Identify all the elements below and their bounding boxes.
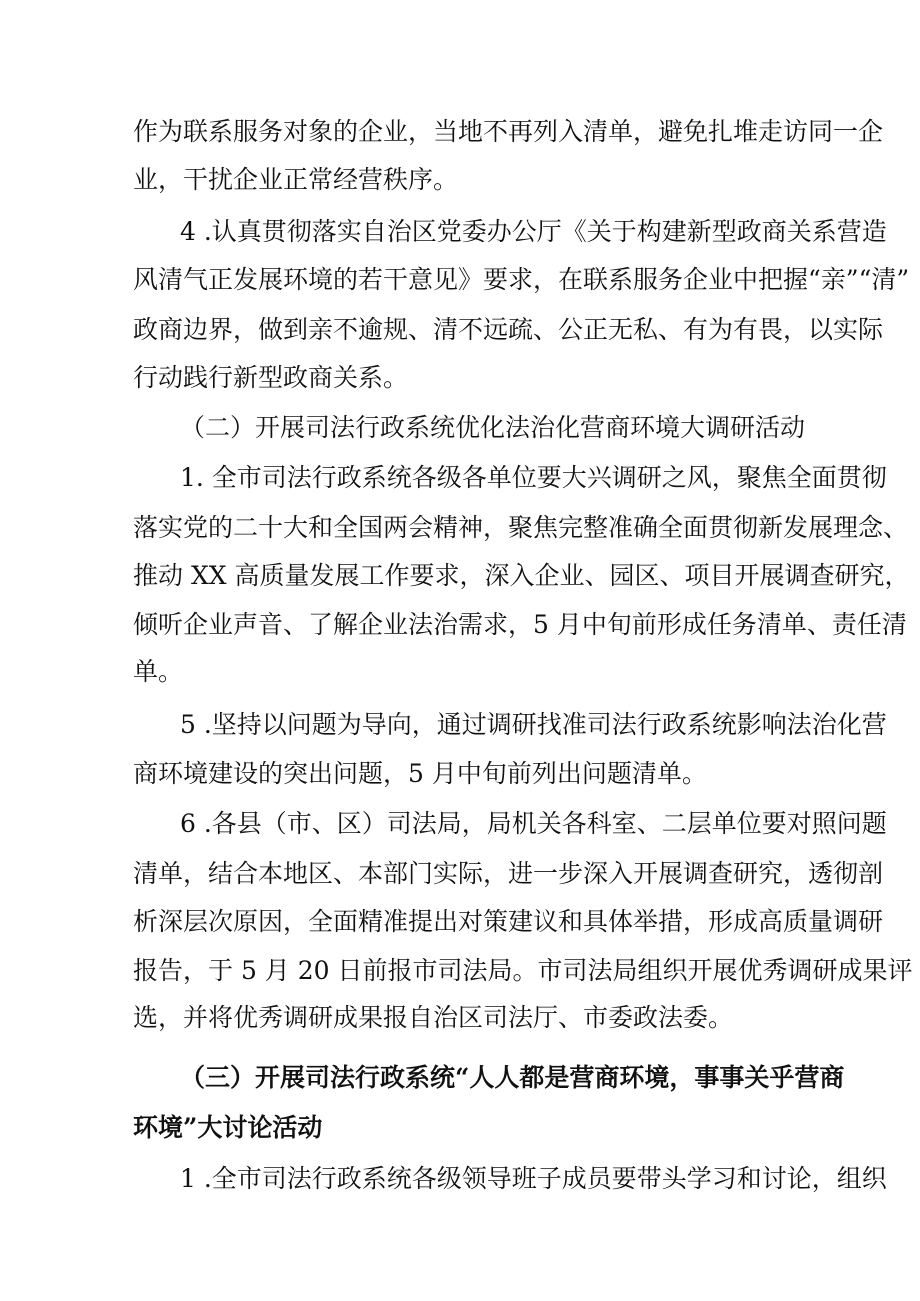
paragraph-line: 1. 全市司法行政系统各级各单位要大兴调研之风，聚焦全面贯彻 — [180, 463, 887, 492]
paragraph-line: 落实党的二十大和全国两会精神，聚焦完整准确全面贯彻新发展理念、 — [133, 513, 909, 542]
paragraph-line: 报告，于 5 月 20 日前报市司法局。市司法局组织开展优秀调研成果评 — [133, 956, 913, 985]
paragraph-line: 单。 — [133, 657, 184, 686]
section-heading: （三）开展司法行政系统“人人都是营商环境，事事关乎营商 — [180, 1063, 845, 1092]
paragraph-line: 推动 XX 高质量发展工作要求，深入企业、园区、项目开展调查研究， — [133, 561, 910, 590]
paragraph-line: 清单，结合本地区、本部门实际，进一步深入开展调查研究，透彻剖 — [133, 859, 884, 888]
paragraph-line: 业，干扰企业正常经营秩序。 — [133, 165, 459, 194]
section-heading: 环境”大讨论活动 — [133, 1113, 323, 1142]
paragraph-line: 1 .全市司法行政系统各级领导班子成员要带头学习和讨论，组织 — [180, 1164, 887, 1193]
paragraph-line: 倾听企业声音、了解企业法治需求，5 月中旬前形成任务清单、责任清 — [133, 610, 907, 639]
paragraph-line: 5 .坚持以问题为导向，通过调研找准司法行政系统影响法治化营 — [180, 710, 887, 739]
section-heading: （二）开展司法行政系统优化法治化营商环境大调研活动 — [180, 413, 806, 442]
paragraph-line: 选，并将优秀调研成果报自治区司法厅、市委政法委。 — [133, 1003, 734, 1032]
paragraph-line: 行动践行新型政商关系。 — [133, 363, 409, 392]
paragraph-line: 风清气正发展环境的若干意见》要求，在联系服务企业中把握“亲”“清” — [133, 265, 910, 294]
paragraph-line: 政商边界，做到亲不逾规、清不远疏、公正无私、有为有畏，以实际 — [133, 315, 884, 344]
paragraph-line: 作为联系服务对象的企业，当地不再列入清单，避免扎堆走访同一企 — [133, 117, 884, 146]
paragraph-line: 4 .认真贯彻落实自治区党委办公厅《关于构建新型政商关系营造 — [180, 217, 887, 246]
paragraph-line: 商环境建设的突出问题，5 月中旬前列出问题清单。 — [133, 759, 707, 788]
paragraph-line: 6 .各县（市、区）司法局，局机关各科室、二层单位要对照问题 — [180, 809, 887, 838]
paragraph-line: 析深层次原因，全面精准提出对策建议和具体举措，形成高质量调研 — [133, 907, 884, 936]
